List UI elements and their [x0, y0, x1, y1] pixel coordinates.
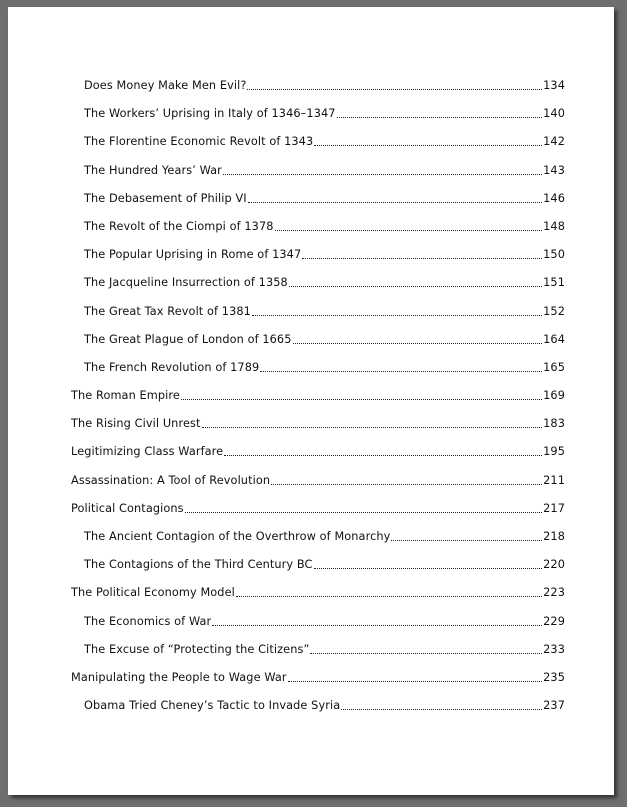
- toc-entry-page-number[interactable]: 218: [543, 530, 565, 543]
- toc-entry[interactable]: [8, 79, 614, 107]
- dot-leader: [293, 333, 543, 344]
- dot-leader: [224, 445, 542, 456]
- table-of-contents: [8, 79, 614, 727]
- toc-entry-page-number[interactable]: 143: [543, 163, 565, 177]
- toc-entry-title[interactable]: The French Revolution of 1789: [84, 360, 260, 374]
- toc-entry-title[interactable]: The Rising Civil Unrest: [71, 417, 201, 431]
- toc-entry-page-number[interactable]: 148: [543, 219, 565, 233]
- toc-entry-page-number[interactable]: 142: [543, 135, 565, 149]
- toc-entry-page-number[interactable]: 220: [543, 558, 565, 572]
- toc-entry-page-number[interactable]: 233: [543, 642, 565, 656]
- toc-entry[interactable]: [8, 276, 614, 304]
- toc-entry-title[interactable]: The Popular Uprising in Rome of 1347: [84, 248, 302, 262]
- toc-entry-page-number[interactable]: 152: [543, 304, 565, 318]
- toc-entry-title[interactable]: The Roman Empire: [71, 389, 180, 403]
- dot-leader: [252, 305, 542, 316]
- toc-entry-page-number[interactable]: 235: [543, 670, 565, 684]
- toc-entry-page-number[interactable]: 134: [543, 79, 565, 92]
- dot-leader: [302, 248, 542, 259]
- toc-entry-page-number[interactable]: 183: [543, 417, 565, 431]
- dot-leader: [314, 135, 542, 146]
- dot-leader: [223, 164, 542, 175]
- toc-entry-title[interactable]: The Contagions of the Third Century BC: [84, 558, 313, 572]
- toc-entry[interactable]: [8, 135, 614, 163]
- toc-entry[interactable]: [8, 615, 614, 643]
- dot-leader: [185, 502, 542, 513]
- toc-entry-title[interactable]: The Jacqueline Insurrection of 1358: [84, 276, 288, 290]
- toc-entry[interactable]: [8, 361, 614, 389]
- toc-entry-title[interactable]: Does Money Make Men Evil?: [84, 79, 247, 92]
- toc-entry-title[interactable]: The Workers’ Uprising in Italy of 1346–1347: [84, 107, 336, 121]
- dot-leader: [310, 643, 542, 654]
- toc-entry-page-number[interactable]: 150: [543, 248, 565, 262]
- dot-leader: [260, 361, 542, 372]
- toc-entry[interactable]: [8, 164, 614, 192]
- dot-leader: [181, 389, 542, 400]
- toc-entry[interactable]: [8, 220, 614, 248]
- dot-leader: [337, 107, 542, 118]
- document-page: [8, 7, 614, 795]
- toc-entry[interactable]: [8, 502, 614, 530]
- toc-entry-title[interactable]: The Florentine Economic Revolt of 1343: [84, 135, 314, 149]
- toc-entry[interactable]: [8, 333, 614, 361]
- dot-leader: [212, 615, 542, 626]
- toc-entry[interactable]: [8, 445, 614, 473]
- toc-entry-page-number[interactable]: 211: [543, 473, 565, 487]
- toc-entry-title[interactable]: The Great Plague of London of 1665: [84, 332, 292, 346]
- toc-entry-title[interactable]: The Excuse of “Protecting the Citizens”: [84, 642, 310, 656]
- toc-entry[interactable]: [8, 699, 614, 727]
- toc-entry-title[interactable]: Obama Tried Cheney’s Tactic to Invade Syria: [84, 699, 341, 713]
- toc-entry-title[interactable]: The Hundred Years’ War: [84, 163, 222, 177]
- toc-entry-page-number[interactable]: 195: [543, 445, 565, 459]
- toc-entry-page-number[interactable]: 223: [543, 586, 565, 600]
- dot-leader: [202, 417, 542, 428]
- toc-entry-title[interactable]: The Great Tax Revolt of 1381: [84, 304, 251, 318]
- toc-entry-title[interactable]: Manipulating the People to Wage War: [71, 670, 287, 684]
- toc-entry-page-number[interactable]: 146: [543, 191, 565, 205]
- toc-entry-title[interactable]: The Revolt of the Ciompi of 1378: [84, 219, 274, 233]
- toc-entry[interactable]: [8, 530, 614, 558]
- toc-entry-title[interactable]: The Debasement of Philip VI: [84, 191, 247, 205]
- toc-entry-title[interactable]: The Ancient Contagion of the Overthrow of Monarchy: [84, 530, 391, 543]
- toc-entry[interactable]: [8, 671, 614, 699]
- toc-entry[interactable]: [8, 474, 614, 502]
- toc-entry[interactable]: [8, 192, 614, 220]
- toc-entry-page-number[interactable]: 164: [543, 332, 565, 346]
- dot-leader: [236, 586, 542, 597]
- dot-leader: [271, 474, 542, 485]
- dot-leader: [275, 220, 542, 231]
- toc-entry-page-number[interactable]: 140: [543, 107, 565, 121]
- toc-entry-page-number[interactable]: 169: [543, 389, 565, 403]
- dot-leader: [391, 530, 542, 541]
- toc-entry-title[interactable]: The Political Economy Model: [71, 586, 235, 600]
- toc-entry[interactable]: [8, 643, 614, 671]
- toc-entry-title[interactable]: Legitimizing Class Warfare: [71, 445, 224, 459]
- toc-entry-title[interactable]: Political Contagions: [71, 501, 184, 515]
- dot-leader: [288, 671, 542, 682]
- toc-entry-page-number[interactable]: 229: [543, 614, 565, 628]
- toc-entry-page-number[interactable]: 151: [543, 276, 565, 290]
- dot-leader: [341, 699, 542, 710]
- toc-entry[interactable]: [8, 305, 614, 333]
- dot-leader: [248, 192, 542, 203]
- dot-leader: [314, 558, 542, 569]
- toc-entry-page-number[interactable]: 217: [543, 501, 565, 515]
- toc-entry-page-number[interactable]: 237: [543, 699, 565, 713]
- toc-entry-page-number[interactable]: 165: [543, 360, 565, 374]
- toc-entry[interactable]: [8, 417, 614, 445]
- toc-entry[interactable]: [8, 586, 614, 614]
- dot-leader: [289, 276, 542, 287]
- toc-entry[interactable]: [8, 558, 614, 586]
- toc-entry[interactable]: [8, 248, 614, 276]
- toc-entry[interactable]: [8, 107, 614, 135]
- dot-leader: [247, 79, 542, 90]
- toc-entry-title[interactable]: Assassination: A Tool of Revolution: [71, 473, 271, 487]
- toc-entry[interactable]: [8, 389, 614, 417]
- toc-entry-title[interactable]: The Economics of War: [84, 614, 212, 628]
